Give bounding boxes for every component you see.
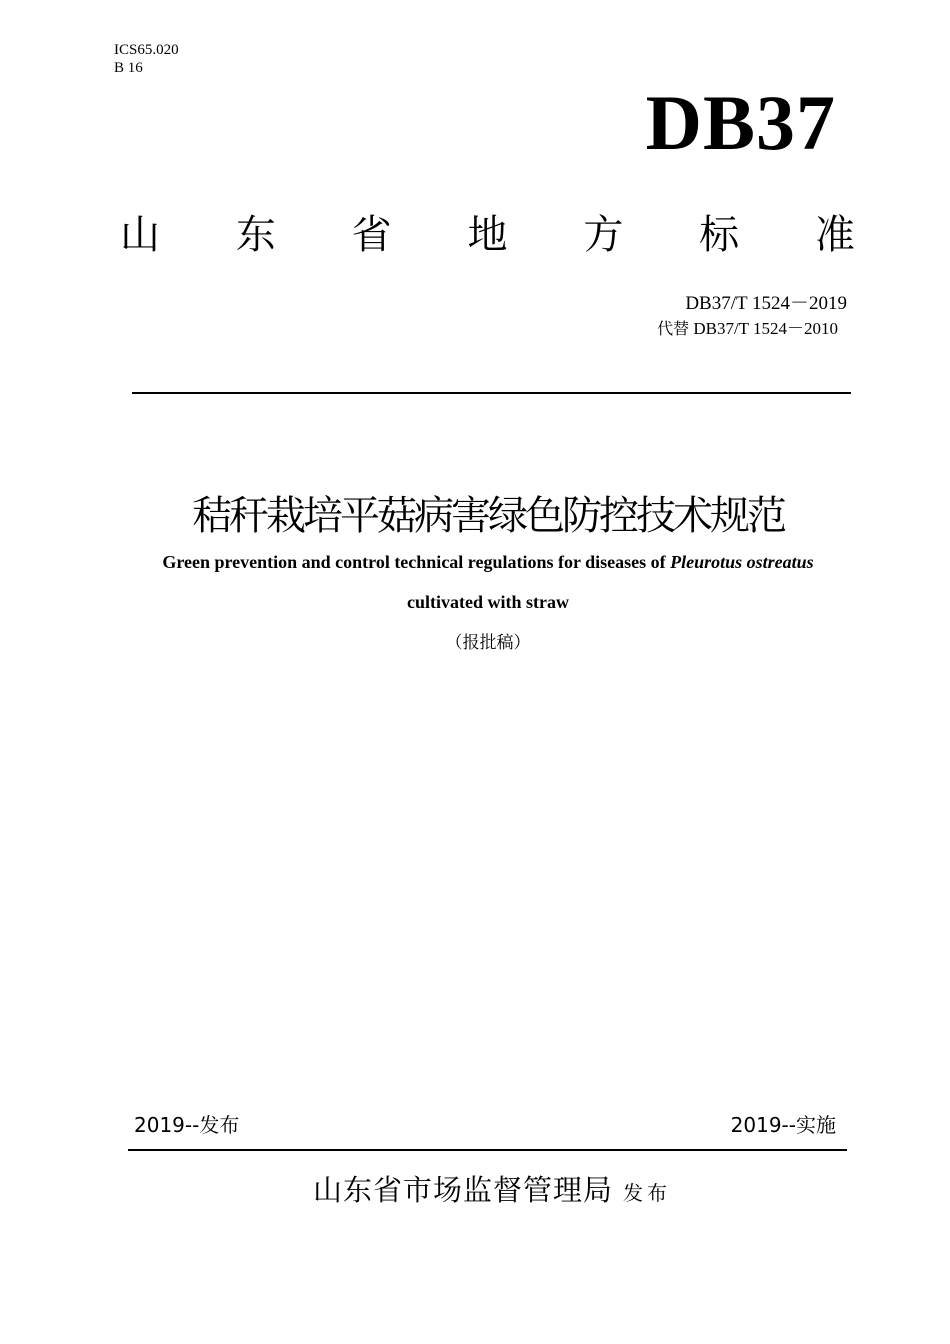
ics-code: ICS65.020 — [114, 42, 179, 58]
title-english-text: Green prevention and control technical regulations for diseases of — [162, 552, 671, 572]
standard-type-char: 省 — [351, 212, 392, 258]
standard-type-char: 地 — [467, 212, 508, 258]
standard-type-char: 山 — [120, 212, 160, 258]
title-english-species: Pleurotus ostreatus — [670, 552, 814, 572]
footer-divider — [128, 1149, 847, 1151]
standard-type-heading — [120, 208, 855, 262]
publish-date: 2019--发布 — [134, 1113, 240, 1137]
draft-status: （报批稿） — [445, 633, 531, 653]
standard-logo: DB37 — [645, 79, 836, 166]
issuer-organization: 山东省市场监督管理局 — [312, 1173, 613, 1207]
standard-type-char: 方 — [583, 212, 624, 258]
standard-number: DB37/T 1524－2019 — [685, 293, 847, 314]
standard-type-char: 标 — [699, 212, 740, 258]
title-english-line2: cultivated with straw — [407, 592, 569, 612]
title-english-line1 — [0, 550, 950, 574]
replaces-line — [657, 318, 838, 340]
issuer-line — [0, 1168, 950, 1215]
standard-type-char: 准 — [814, 212, 855, 258]
title-chinese: 秸秆栽培平菇病害绿色防控技术规范 — [192, 493, 784, 539]
replaces-number: DB37/T 1524－2010 — [693, 319, 838, 338]
classification-code: B 16 — [114, 60, 143, 76]
implement-date: 2019--实施 — [730, 1113, 836, 1137]
standard-type-char: 东 — [235, 212, 276, 258]
header-divider — [132, 392, 851, 394]
issuer-action: 发布 — [623, 1181, 671, 1205]
replaces-label: 代替 — [657, 319, 690, 338]
